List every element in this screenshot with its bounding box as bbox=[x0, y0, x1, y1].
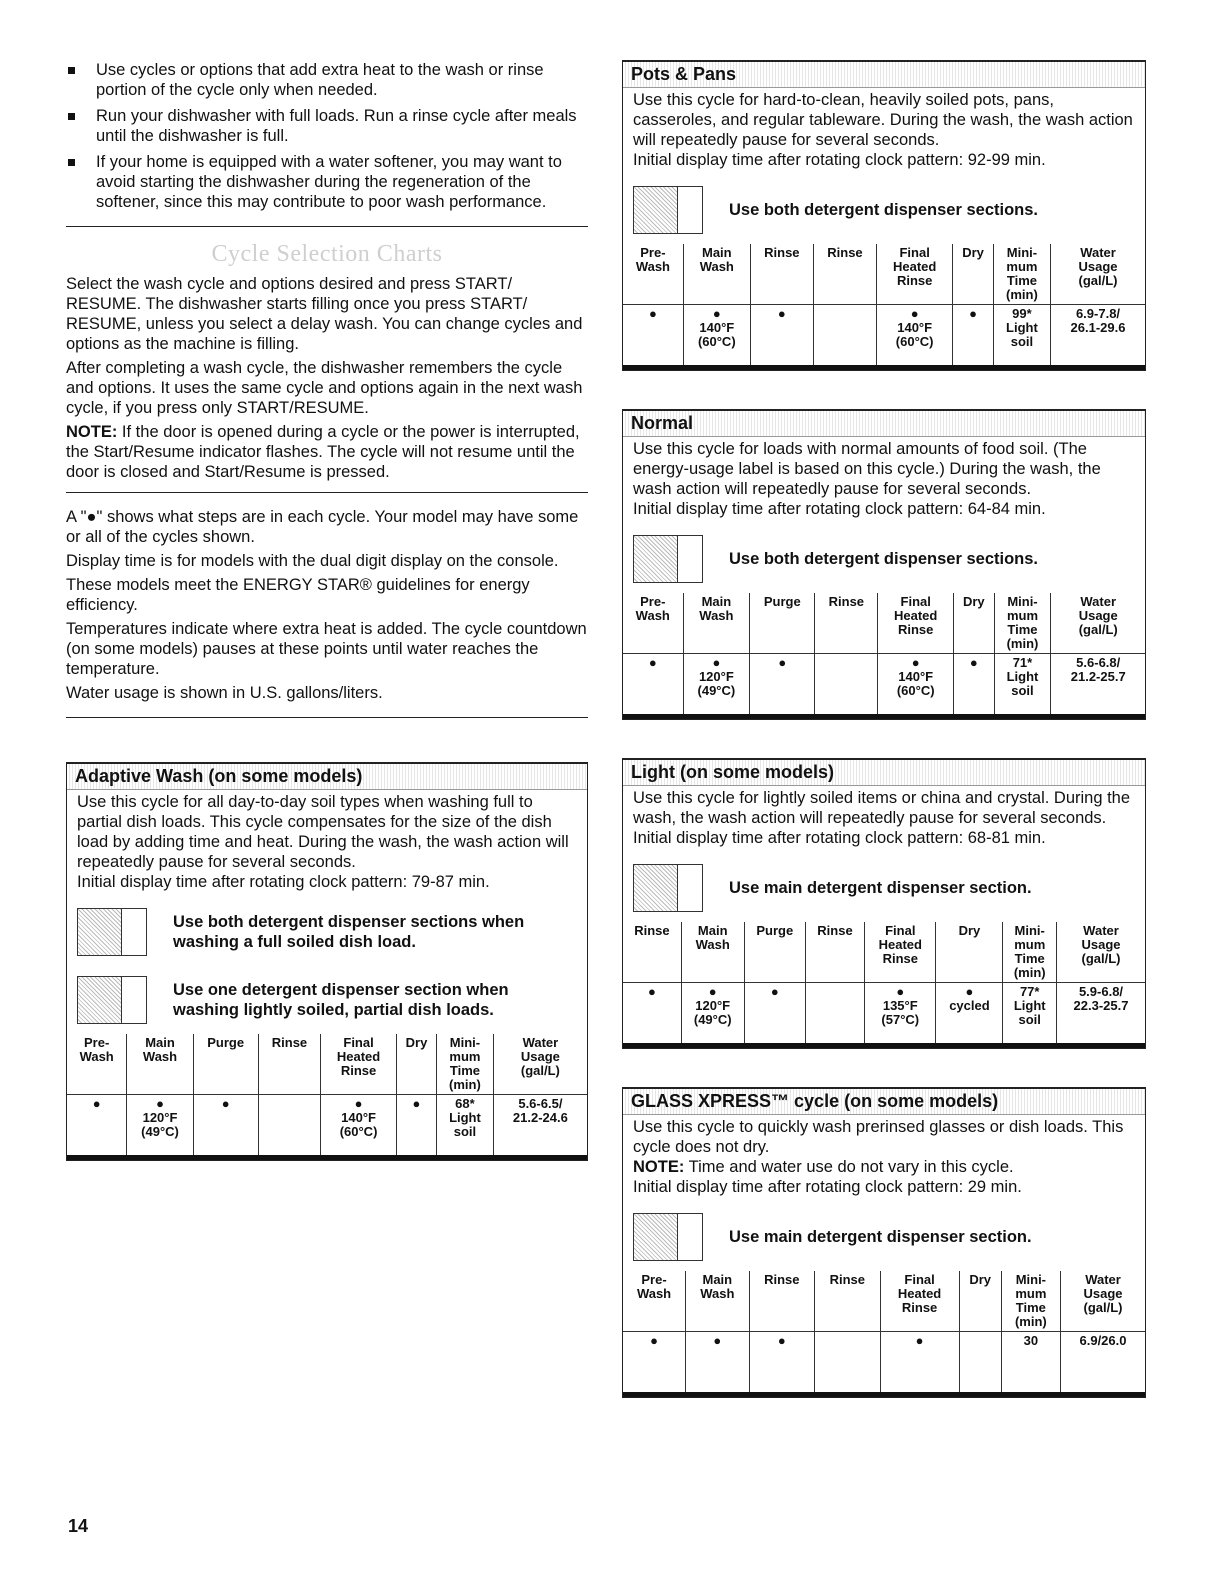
tip-item: Use cycles or options that add extra heat to the wash or rinse portion of the cycle only when needed. bbox=[66, 60, 588, 100]
detergent-text: Use main detergent dispenser section. bbox=[729, 1228, 1032, 1246]
column-header: Rinse bbox=[805, 922, 864, 983]
table-cell: 6.9/26.0 bbox=[1061, 1332, 1145, 1395]
table-row bbox=[623, 1332, 1145, 1395]
table-cell: ● bbox=[193, 1095, 258, 1158]
divider bbox=[66, 492, 588, 493]
note-paragraph bbox=[66, 422, 588, 482]
page-number: 14 bbox=[68, 1516, 89, 1536]
column-header: Rinse bbox=[749, 1271, 815, 1332]
detergent-instruction bbox=[67, 898, 587, 966]
cycle-title: Pots & Pans bbox=[623, 62, 1145, 88]
cycle-desc-text: Use this cycle for all day-to-day soil types when washing full to partial dish loads. This cycle compensates for the size of the dish load by adding time and heat. During the wash, the wash action will repeatedly pause for several seconds. bbox=[77, 793, 569, 871]
info-paragraph: Water usage is shown in U.S. gallons/liters. bbox=[66, 684, 383, 702]
detergent-text: Use both detergent dispenser sections. bbox=[729, 201, 1038, 219]
column-header: Mini- mum Time (min) bbox=[437, 1034, 494, 1095]
cycle-description bbox=[67, 790, 587, 898]
table-row bbox=[623, 305, 1145, 368]
detergent-text: Use both detergent dispenser sections when washing a full soiled dish load. bbox=[173, 913, 525, 951]
table-cell: ● bbox=[750, 305, 813, 368]
cycle-description bbox=[623, 437, 1145, 525]
cycle-box-pots bbox=[622, 60, 1146, 371]
detergent-instruction bbox=[623, 854, 1145, 922]
cycle-time-text: Initial display time after rotating clock pattern: 64-84 min. bbox=[633, 500, 1046, 518]
column-header: Dry bbox=[936, 922, 1003, 983]
column-header: Main Wash bbox=[683, 593, 750, 654]
column-header: Main Wash bbox=[683, 244, 750, 305]
table-cell bbox=[805, 983, 864, 1046]
column-header: Purge bbox=[750, 593, 815, 654]
table-cell: ● cycled bbox=[936, 983, 1003, 1046]
table-cell: ● bbox=[623, 1332, 686, 1395]
table-cell: ● 140°F (60°C) bbox=[878, 654, 954, 717]
section-heading: Cycle Selection Charts bbox=[211, 241, 443, 267]
table-cell bbox=[258, 1095, 321, 1158]
table-cell: ● bbox=[749, 1332, 815, 1395]
column-header: Water Usage (gal/L) bbox=[1061, 1271, 1145, 1332]
cycle-table bbox=[623, 593, 1145, 719]
table-cell: 5.9-6.8/ 22.3-25.7 bbox=[1057, 983, 1146, 1046]
right-column bbox=[622, 60, 1146, 1398]
tip-item: Run your dishwasher with full loads. Run a rinse cycle after meals until the dishwasher is full. bbox=[66, 106, 588, 146]
dispenser-both-icon bbox=[633, 186, 703, 234]
dispenser-main-icon bbox=[77, 976, 147, 1024]
dispenser-both-icon bbox=[633, 535, 703, 583]
detergent-instruction bbox=[623, 1203, 1145, 1271]
table-cell: 5.6-6.5/ 21.2-24.6 bbox=[493, 1095, 587, 1158]
table-header-row bbox=[67, 1034, 587, 1095]
cycle-time-text: Initial display time after rotating clock pattern: 92-99 min. bbox=[633, 151, 1046, 169]
column-header: Water Usage (gal/L) bbox=[1057, 922, 1146, 983]
cycle-time-text: Initial display time after rotating clock pattern: 79-87 min. bbox=[77, 873, 490, 891]
column-header: Main Wash bbox=[681, 922, 744, 983]
table-cell: 5.6-6.8/ 21.2-25.7 bbox=[1051, 654, 1145, 717]
dispenser-both-icon bbox=[77, 908, 147, 956]
column-header: Pre- Wash bbox=[623, 244, 683, 305]
cycle-desc-text: Use this cycle to quickly wash prerinsed glasses or dish loads. This cycle does not dry. bbox=[633, 1118, 1124, 1156]
divider bbox=[66, 717, 588, 718]
column-header: Dry bbox=[959, 1271, 1001, 1332]
left-column bbox=[66, 60, 588, 1161]
cycle-title: Adaptive Wash (on some models) bbox=[67, 764, 587, 790]
column-header: Final Heated Rinse bbox=[321, 1034, 397, 1095]
column-header: Mini- mum Time (min) bbox=[994, 593, 1051, 654]
cycle-time-text: Initial display time after rotating clock pattern: 29 min. bbox=[633, 1178, 1022, 1196]
table-header-row bbox=[623, 922, 1145, 983]
table-header-row bbox=[623, 593, 1145, 654]
cycle-table bbox=[623, 922, 1145, 1048]
detergent-instruction bbox=[623, 525, 1145, 593]
table-cell: 30 bbox=[1001, 1332, 1060, 1395]
note-paragraph bbox=[633, 1157, 1135, 1177]
table-cell bbox=[815, 1332, 881, 1395]
table-cell: ● bbox=[750, 654, 815, 717]
column-header: Final Heated Rinse bbox=[880, 1271, 959, 1332]
note-text: Time and water use do not vary in this cycle. bbox=[684, 1158, 1014, 1176]
cycle-description bbox=[623, 786, 1145, 854]
column-header: Dry bbox=[954, 593, 994, 654]
table-cell: ● 140°F (60°C) bbox=[683, 305, 750, 368]
cycle-title: GLASS XPRESS™ cycle (on some models) bbox=[623, 1089, 1145, 1115]
column-header: Dry bbox=[953, 244, 994, 305]
info-paragraph: These models meet the ENERGY STAR® guidelines for energy efficiency. bbox=[66, 576, 530, 614]
table-cell: 99* Light soil bbox=[993, 305, 1050, 368]
column-header: Final Heated Rinse bbox=[878, 593, 954, 654]
table-cell: ● 120°F (49°C) bbox=[681, 983, 744, 1046]
tip-item: If your home is equipped with a water softener, you may want to avoid starting the dishwasher during the regeneration of the softener, since this may contribute to poor wash performance. bbox=[66, 152, 588, 212]
column-header: Rinse bbox=[750, 244, 813, 305]
detergent-text: Use one detergent dispenser section when washing lightly soiled, partial dish loads. bbox=[173, 981, 509, 1019]
column-header: Purge bbox=[193, 1034, 258, 1095]
table-row bbox=[67, 1095, 587, 1158]
column-header: Main Wash bbox=[127, 1034, 193, 1095]
note-label: NOTE: bbox=[66, 423, 118, 441]
detergent-instruction bbox=[67, 966, 587, 1034]
cycle-box-adaptive bbox=[66, 762, 588, 1161]
column-header: Mini- mum Time (min) bbox=[1003, 922, 1057, 983]
divider bbox=[66, 226, 588, 227]
cycle-table bbox=[623, 1271, 1145, 1397]
dispenser-main-icon bbox=[633, 864, 703, 912]
column-header: Rinse bbox=[815, 1271, 881, 1332]
column-header: Mini- mum Time (min) bbox=[1001, 1271, 1060, 1332]
column-header: Dry bbox=[396, 1034, 436, 1095]
table-cell bbox=[959, 1332, 1001, 1395]
table-cell: ● bbox=[67, 1095, 127, 1158]
detergent-text: Use both detergent dispenser sections. bbox=[729, 550, 1038, 568]
column-header: Rinse bbox=[815, 593, 878, 654]
note-text: If the door is opened during a cycle or the power is interrupted, the Start/Resume indicator flashes. The cycle will not resume until the door is closed and Start/Resume is pressed. bbox=[66, 423, 580, 481]
table-cell bbox=[813, 305, 876, 368]
info-paragraph: Display time is for models with the dual digit display on the console. bbox=[66, 552, 559, 570]
table-cell: ● bbox=[396, 1095, 436, 1158]
column-header: Final Heated Rinse bbox=[865, 922, 936, 983]
table-cell: ● 135°F (57°C) bbox=[865, 983, 936, 1046]
table-cell: ● 140°F (60°C) bbox=[321, 1095, 397, 1158]
table-cell: ● bbox=[954, 654, 994, 717]
cycle-box-light bbox=[622, 758, 1146, 1049]
intro-paragraph: Select the wash cycle and options desired and press START/ RESUME. The dishwasher starts filling once you press START/ RESUME, unless you select a delay wash. You can change cycles and options as the machine is filling. bbox=[66, 275, 583, 353]
column-header: Main Wash bbox=[686, 1271, 749, 1332]
table-cell: ● 140°F (60°C) bbox=[877, 305, 953, 368]
table-row bbox=[623, 654, 1145, 717]
column-header: Pre- Wash bbox=[623, 1271, 686, 1332]
tips-list bbox=[66, 60, 588, 212]
detergent-instruction bbox=[623, 176, 1145, 244]
table-cell: ● bbox=[623, 305, 683, 368]
table-cell: ● bbox=[686, 1332, 749, 1395]
cycle-box-normal bbox=[622, 409, 1146, 720]
table-header-row bbox=[623, 1271, 1145, 1332]
column-header: Water Usage (gal/L) bbox=[1051, 593, 1145, 654]
info-paragraph: A "●" shows what steps are in each cycle. Your model may have some or all of the cycles shown. bbox=[66, 508, 579, 546]
info-paragraph: Temperatures indicate where extra heat is added. The cycle countdown (on some models) pauses at these points until water reaches the temperature. bbox=[66, 620, 587, 678]
cycle-table bbox=[67, 1034, 587, 1160]
cycle-box-glass bbox=[622, 1087, 1146, 1398]
table-cell: ● bbox=[623, 983, 681, 1046]
column-header: Final Heated Rinse bbox=[877, 244, 953, 305]
table-cell: ● 120°F (49°C) bbox=[127, 1095, 193, 1158]
table-cell: 71* Light soil bbox=[994, 654, 1051, 717]
column-header: Water Usage (gal/L) bbox=[1051, 244, 1145, 305]
column-header: Pre- Wash bbox=[67, 1034, 127, 1095]
cycle-desc-text: Use this cycle for loads with normal amounts of food soil. (The energy-usage label is based on this cycle.) During the wash, the wash action will repeatedly pause for several seconds. bbox=[633, 440, 1101, 498]
table-cell: 6.9-7.8/ 26.1-29.6 bbox=[1051, 305, 1145, 368]
table-cell: ● bbox=[953, 305, 994, 368]
dispenser-main-icon bbox=[633, 1213, 703, 1261]
cycle-desc-text: Use this cycle for hard-to-clean, heavily soiled pots, pans, casseroles, and regular tableware. During the wash, the wash action will repeatedly pause for several seconds. bbox=[633, 91, 1133, 149]
cycle-title: Normal bbox=[623, 411, 1145, 437]
column-header: Rinse bbox=[623, 922, 681, 983]
column-header: Purge bbox=[744, 922, 805, 983]
table-row bbox=[623, 983, 1145, 1046]
detergent-text: Use main detergent dispenser section. bbox=[729, 879, 1032, 897]
column-header: Pre- Wash bbox=[623, 593, 683, 654]
cycle-desc-text: Use this cycle for lightly soiled items or china and crystal. During the wash, the wash action will repeatedly pause for several seconds. bbox=[633, 789, 1131, 827]
column-header: Mini- mum Time (min) bbox=[993, 244, 1050, 305]
cycle-time-text: Initial display time after rotating clock pattern: 68-81 min. bbox=[633, 829, 1046, 847]
table-cell: 77* Light soil bbox=[1003, 983, 1057, 1046]
note-label: NOTE: bbox=[633, 1158, 685, 1176]
cycle-title: Light (on some models) bbox=[623, 760, 1145, 786]
cycle-description bbox=[623, 88, 1145, 176]
table-cell: ● 120°F (49°C) bbox=[683, 654, 750, 717]
intro-paragraph: After completing a wash cycle, the dishwasher remembers the cycle and options. It uses the same cycle and options again in the next wash cycle, if you press only START/RESUME. bbox=[66, 359, 583, 417]
table-cell: 68* Light soil bbox=[437, 1095, 494, 1158]
cycle-table bbox=[623, 244, 1145, 370]
cycle-description bbox=[623, 1115, 1145, 1203]
table-cell: ● bbox=[880, 1332, 959, 1395]
column-header: Rinse bbox=[258, 1034, 321, 1095]
column-header: Water Usage (gal/L) bbox=[493, 1034, 587, 1095]
table-cell: ● bbox=[623, 654, 683, 717]
column-header: Rinse bbox=[813, 244, 876, 305]
table-cell: ● bbox=[744, 983, 805, 1046]
table-header-row bbox=[623, 244, 1145, 305]
table-cell bbox=[815, 654, 878, 717]
